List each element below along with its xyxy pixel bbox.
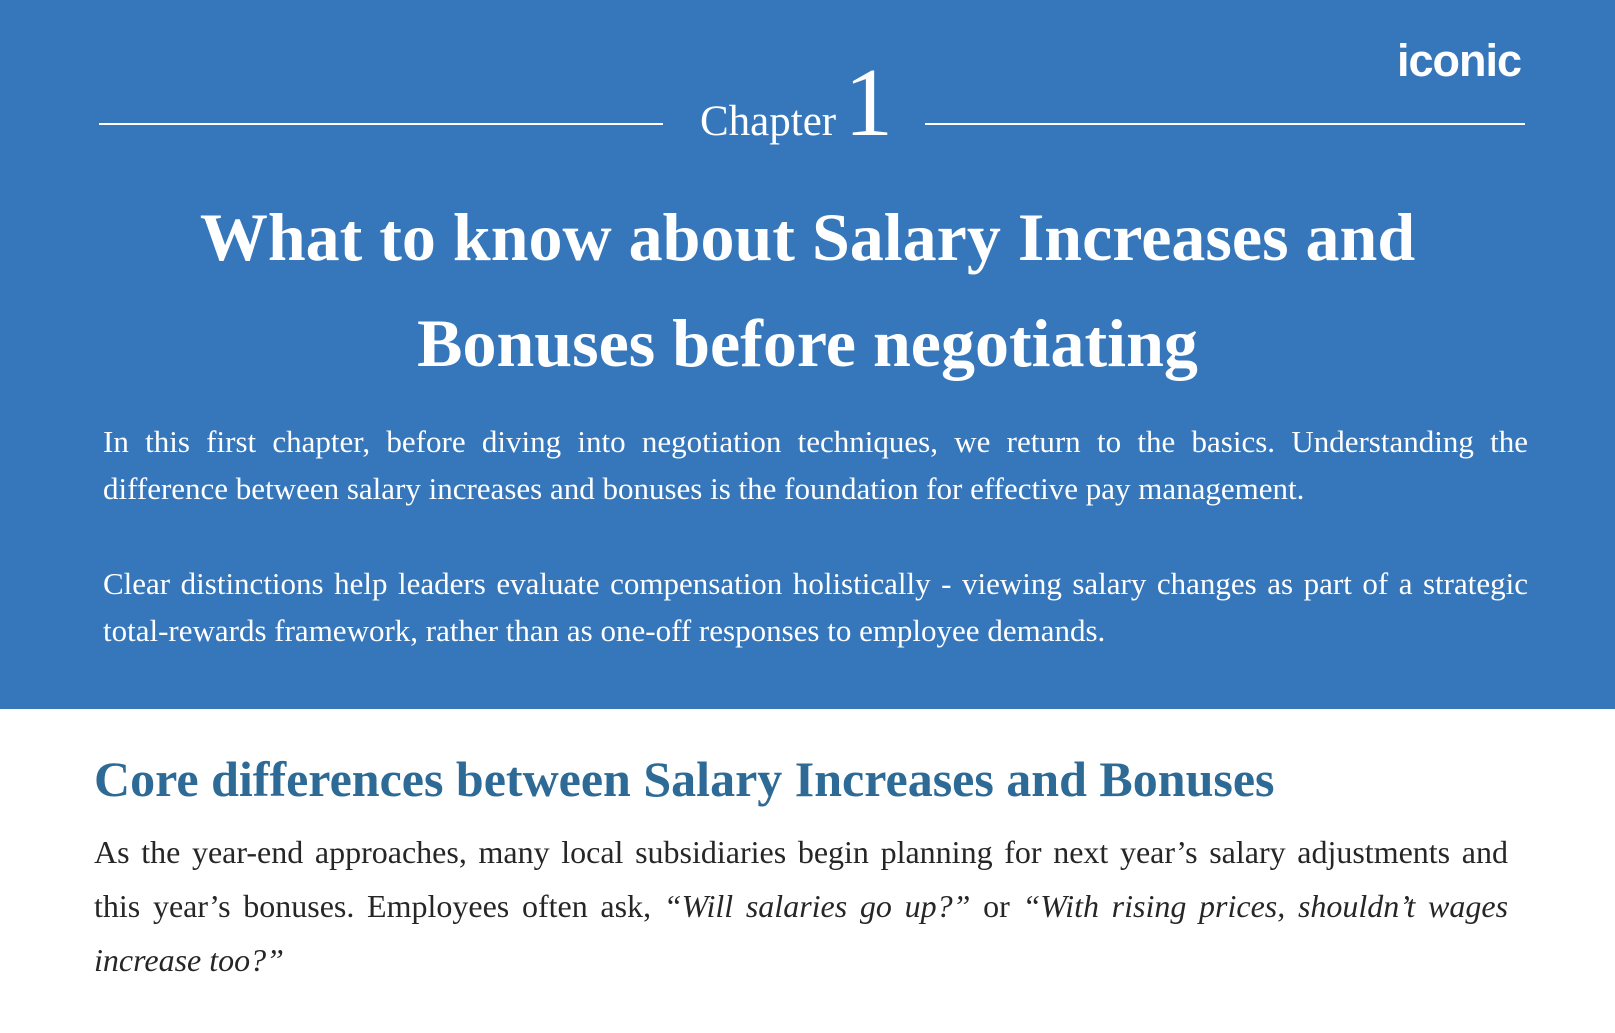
section-body-paragraph [94, 825, 1508, 987]
intro-paragraph-2: Clear distinctions help leaders evaluate compensation holistically - viewing salary changes as part of a strategic total-rewards framework, rather than as one-off responses to employee demands. [103, 566, 1528, 648]
body-connector: or [970, 888, 1023, 924]
chapter-label [700, 49, 894, 157]
quote-salaries-go-up: “Will salaries go up?” [663, 888, 971, 924]
chapter-word: Chapter [700, 98, 837, 145]
chapter-number: 1 [844, 49, 894, 157]
chapter-title [40, 184, 1575, 396]
section-heading: Core differences between Salary Increases and Bonuses [94, 751, 1275, 807]
body-text: As the year-end approaches, many local subsidiaries begin planning for next year’s salary adjustments and this year’s bonuses. Employees often ask, [94, 834, 1508, 924]
chapter-divider-left [99, 123, 663, 125]
chapter-title-line-1: What to know about Salary Increases and [199, 199, 1416, 275]
intro-paragraph-1: In this first chapter, before diving into negotiation techniques, we return to the basics. Understanding the difference between salary increases and bonuses is the foundation for effective pay management. [103, 424, 1528, 506]
quote-rising-prices: “With rising prices, shouldn’t wages increase too?” [94, 888, 1509, 978]
iconic-logo: iconic [1396, 35, 1521, 86]
chapter-divider-right [925, 123, 1525, 125]
chapter-title-line-2: Bonuses before negotiating [417, 305, 1198, 381]
